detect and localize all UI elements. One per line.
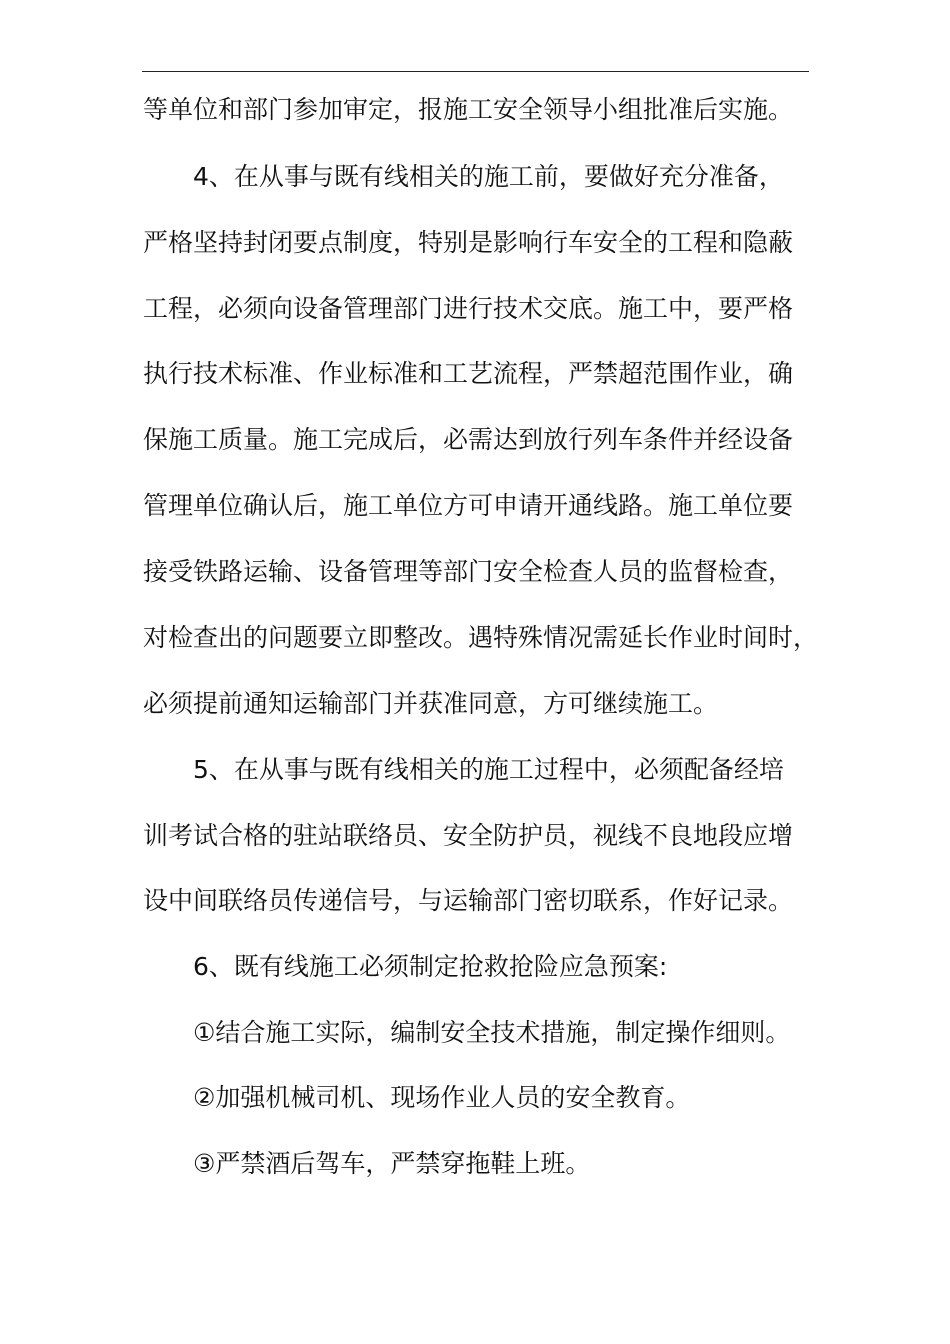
text-line-9: 对检查出的问题要立即整改。遇特殊情况需延长作业时间时， [143, 623, 819, 652]
text-line-6: 保施工质量。施工完成后，必需达到放行列车条件并经设备 [143, 425, 794, 454]
list-item-1: ①结合施工实际，编制安全技术措施，制定操作细则。 [193, 1018, 791, 1047]
text-line-14: 6、既有线施工必须制定抢救抢险应急预案: [193, 952, 668, 981]
text-line-11: 5、在从事与既有线相关的施工过程中，必须配备经培 [193, 755, 784, 784]
text-line-8: 接受铁路运输、设备管理等部门安全检查人员的监督检查， [143, 557, 794, 586]
text-line-10: 必须提前通知运输部门并获准同意，方可继续施工。 [143, 689, 719, 718]
header-rule [142, 71, 809, 72]
list-item-2: ②加强机械司机、现场作业人员的安全教育。 [193, 1083, 691, 1112]
text-line-5: 执行技术标准、作业标准和工艺流程，严禁超范围作业，确 [143, 359, 794, 388]
list-item-3: ③严禁酒后驾车，严禁穿拖鞋上班。 [193, 1149, 591, 1178]
text-line-7: 管理单位确认后，施工单位方可申请开通线路。施工单位要 [143, 491, 794, 520]
text-line-4: 工程，必须向设备管理部门进行技术交底。施工中，要严格 [143, 294, 794, 323]
text-line-13: 设中间联络员传递信号，与运输部门密切联系，作好记录。 [143, 886, 794, 915]
text-line-12: 训考试合格的驻站联络员、安全防护员，视线不良地段应增 [143, 821, 794, 850]
text-line-3: 严格坚持封闭要点制度，特别是影响行车安全的工程和隐蔽 [143, 228, 794, 257]
text-line-1: 等单位和部门参加审定，报施工安全领导小组批准后实施。 [143, 95, 794, 124]
text-line-2: 4、在从事与既有线相关的施工前，要做好充分准备， [193, 162, 784, 191]
